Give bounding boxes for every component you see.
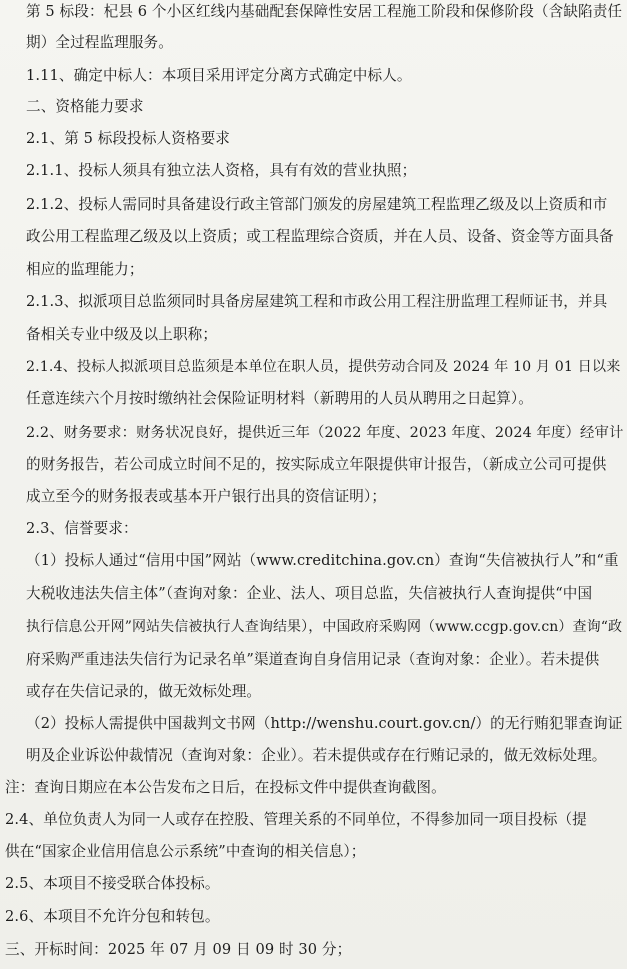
text-line: （1）投标人通过“信用中国”网站（www.creditchina.gov.cn）查询“失信被执行人”和“重 xyxy=(26,552,619,569)
text-line: 2.1.3、拟派项目总监须同时具备房屋建筑工程和市政公用工程注册监理工程师证书，并具 xyxy=(26,293,608,310)
text-line: 大税收违法失信主体”（查询对象：企业、法人、项目总监，失信被执行人查询提供“中国 xyxy=(26,585,593,602)
text-line: 明及企业诉讼仲裁情况（查询对象：企业）。若未提供或存在行贿记录的，做无效标处理。 xyxy=(26,747,607,764)
text-line: 2.2、财务要求：财务状况良好，提供近三年（2022 年度、2023 年度、2024 年度）经审计 xyxy=(26,425,624,441)
text-line: 2.3、信誉要求： xyxy=(26,520,138,537)
section-heading: 三、开标时间：2025 年 07 月 09 日 09 时 30 分； xyxy=(5,941,352,958)
text-line: 2.5、本项目不接受联合体投标。 xyxy=(5,875,220,892)
text-line: 第 5 标段：杞县 6 个小区红线内基础配套保障性安居工程施工阶段和保修阶段（含缺陷责任 xyxy=(26,3,623,20)
text-line: 供在“国家企业信用信息公示系统”中查询的相关信息）； xyxy=(5,843,366,860)
text-line: 1.11、确定中标人：本项目采用评定分离方式确定中标人。 xyxy=(26,67,412,84)
text-line: 府采购严重违法失信行为记录名单”渠道查询自身信用记录（查询对象：企业）。若未提供 xyxy=(26,651,600,668)
text-line: 任意连续六个月按时缴纳社会保险证明材料（新聘用的人员从聘用之日起算）。 xyxy=(26,390,533,407)
text-line: 期）全过程监理服务。 xyxy=(26,34,173,51)
text-line: （2）投标人需提供中国裁判文书网（http://wenshu.court.gov.cn/）的无行贿犯罪查询证 xyxy=(26,715,623,732)
text-line: 或存在失信记录的，做无效标处理。 xyxy=(26,683,262,700)
text-line: 2.1.2、投标人需同时具备建设行政主管部门颁发的房屋建筑工程监理乙级及以上资质和市 xyxy=(26,196,608,213)
text-line: 的财务报告，若公司成立时间不足的，按实际成立年限提供审计报告，（新成立公司可提供 xyxy=(26,456,607,473)
section-heading: 二、资格能力要求 xyxy=(26,98,144,115)
note-line: 注：查询日期应在本公告发布之日后，在投标文件中提供查询截图。 xyxy=(5,779,446,796)
text-line: 政公用工程监理乙级及以上资质；或工程监理综合资质，并在人员、设备、资金等方面具备 xyxy=(26,228,614,245)
text-line: 2.6、本项目不允许分包和转包。 xyxy=(5,908,220,925)
text-line: 2.1.4、投标人拟派项目总监须是本单位在职人员，提供劳动合同及 2024 年 10 月 01 日以来 xyxy=(26,359,621,375)
text-line: 2.1、第 5 标段投标人资格要求 xyxy=(26,130,231,147)
text-line: 相应的监理能力； xyxy=(26,261,144,278)
text-line: 2.1.1、投标人须具有独立法人资格，具有有效的营业执照； xyxy=(26,162,417,179)
text-line: 2.4、单位负责人为同一人或存在控股、管理关系的不同单位，不得参加同一项目投标（提 xyxy=(5,811,587,828)
text-line: 备相关专业中级及以上职称； xyxy=(26,326,218,343)
text-line: 成立至今的财务报表或基本开户银行出具的资信证明）； xyxy=(26,488,387,505)
text-line: 执行信息公开网”网站失信被执行人查询结果），中国政府采购网（www.ccgp.gov.cn）查询“政 xyxy=(26,619,623,635)
